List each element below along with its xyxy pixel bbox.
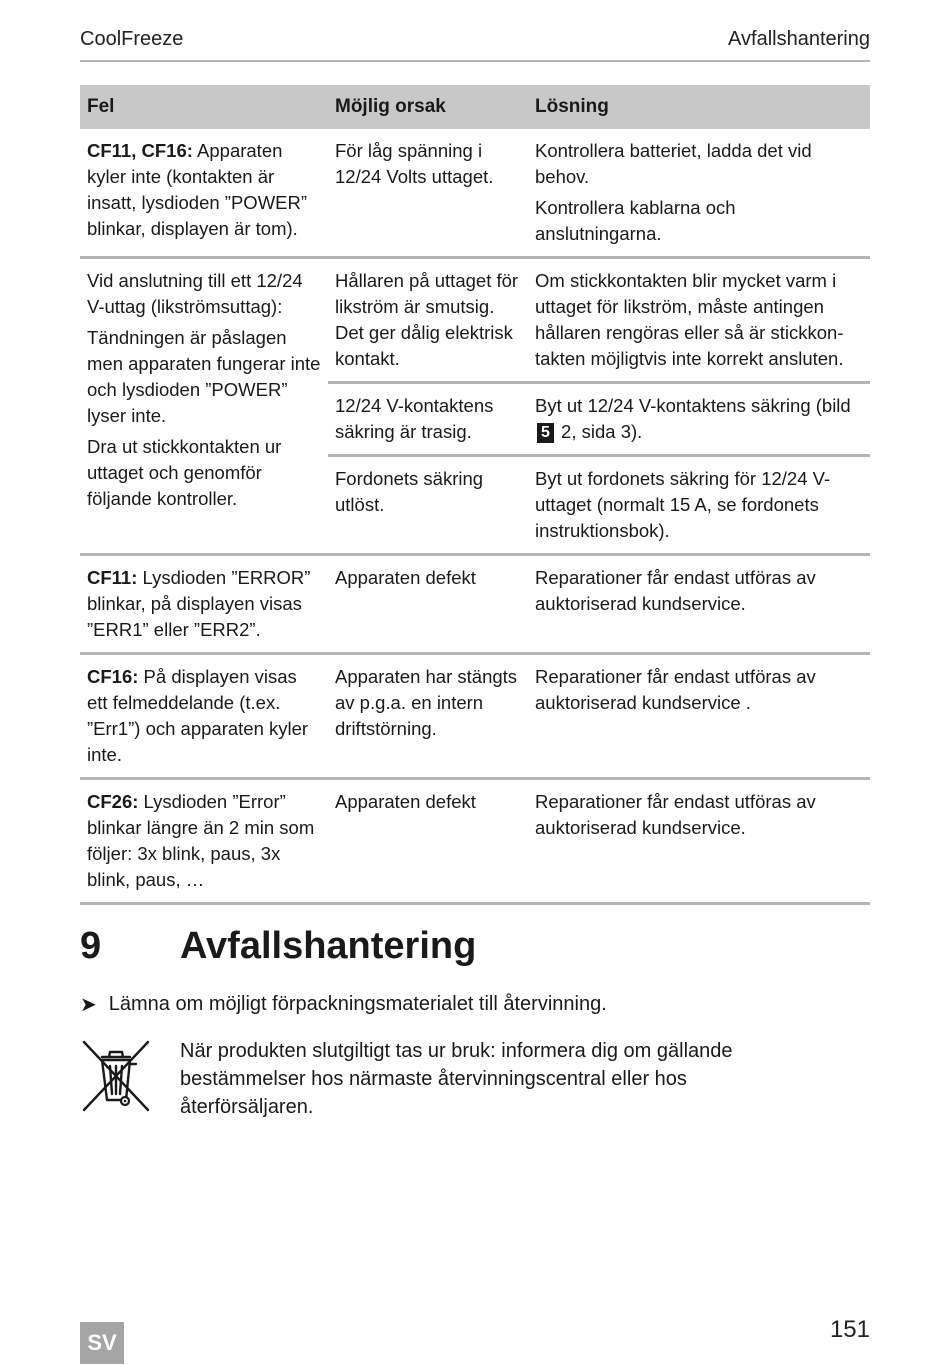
fault-cell xyxy=(80,129,328,258)
crossed-out-wheelie-bin-icon xyxy=(80,1038,152,1114)
fault-description: Apparaten kyler inte (kontakten är insatt, lysdioden ”POWER” blinkar, displayen är tom). xyxy=(87,140,308,239)
solution-text: Reparationer får endast utföras av auktoriserad kundservice. xyxy=(535,791,816,838)
fault-code: CF11, CF16: xyxy=(87,140,193,161)
instruction-text: Lämna om möjligt förpackningsmaterialet till återvinning. xyxy=(108,993,607,1015)
fault-description: Tändningen är påslagen men apparaten fungerar inte och lysdioden ”POWER” lyser inte. xyxy=(87,327,321,426)
solution-cell xyxy=(528,258,870,383)
table-row xyxy=(80,129,870,258)
solution-cell xyxy=(528,456,870,555)
table-row xyxy=(80,555,870,654)
fault-cell xyxy=(80,654,328,779)
cause-cell xyxy=(328,258,528,383)
section-heading xyxy=(80,925,476,968)
troubleshooting-table xyxy=(80,85,870,905)
fault-description: Dra ut stickkontakten ur uttaget och genomför följande kontroller. xyxy=(87,436,282,509)
fault-cell xyxy=(80,258,328,555)
fault-description: Lysdioden ”Error” blinkar längre än 2 min som följer: 3x blink, paus, 3x blink, paus, … xyxy=(87,791,315,890)
figure-reference-badge: 5 xyxy=(537,423,554,443)
cause-text: Hållaren på uttaget för likström är smutsig. Det ger dålig elektrisk kontakt. xyxy=(335,270,519,369)
fault-description: Lysdioden ”ERROR” blinkar, på displayen visas ”ERR1” eller ”ERR2”. xyxy=(87,567,311,640)
header-product-name: CoolFreeze xyxy=(80,28,184,50)
fault-code: CF11: xyxy=(87,567,138,588)
cause-cell xyxy=(328,555,528,654)
arrow-bullet-icon: ➤ xyxy=(80,994,97,1016)
cause-text: För låg spänning i 12/24 Volts uttaget. xyxy=(335,140,494,187)
solution-text: Byt ut 12/24 V-kontaktens säkring (bild xyxy=(535,395,851,416)
solution-text: 2, sida 3). xyxy=(555,421,643,442)
cause-cell xyxy=(328,779,528,904)
solution-cell xyxy=(528,383,870,456)
instruction-bullet xyxy=(80,992,607,1017)
solution-cell xyxy=(528,654,870,779)
language-badge: SV xyxy=(80,1322,124,1364)
disposal-notice xyxy=(80,1038,870,1121)
solution-text: Byt ut fordonets säkring för 12/24 V-uttaget (normalt 15 A, se fordonets instruktionsbok). xyxy=(535,468,831,541)
cause-cell xyxy=(328,383,528,456)
section-number: 9 xyxy=(80,925,102,967)
section-title: Avfallshantering xyxy=(180,925,477,967)
table-header-row xyxy=(80,85,870,129)
disposal-text: När produkten slutgiltigt tas ur bruk: informera dig om gällande bestämmelser hos närmaste återvinningscentral eller hos återförsäljaren. xyxy=(180,1040,733,1118)
solution-text: Reparationer får endast utföras av auktoriserad kundservice. xyxy=(535,567,816,614)
fault-cell xyxy=(80,555,328,654)
column-header-fault: Fel xyxy=(80,85,328,129)
cause-text: Fordonets säkring utlöst. xyxy=(335,468,484,515)
fault-cell xyxy=(80,779,328,904)
fault-code: CF16: xyxy=(87,666,139,687)
cause-cell xyxy=(328,129,528,258)
header-chapter-name: Avfallshantering xyxy=(728,28,870,50)
cause-text: Apparaten defekt xyxy=(335,567,476,588)
column-header-solution: Lösning xyxy=(528,85,870,129)
cause-text: Apparaten defekt xyxy=(335,791,476,812)
table-row xyxy=(80,258,870,383)
cause-cell xyxy=(328,654,528,779)
fault-code: CF26: xyxy=(87,791,139,812)
solution-text: Om stickkontakten blir mycket varm i uttaget för likström, måste antingen hållaren rengöras eller så är stickkon-takten möjligtvis inte korrekt ansluten. xyxy=(535,270,844,369)
solution-cell xyxy=(528,779,870,904)
cause-cell xyxy=(328,456,528,555)
cause-text: Apparaten har stängts av p.g.a. en intern driftstörning. xyxy=(335,666,518,739)
table-row xyxy=(80,654,870,779)
solution-text: Kontrollera kablarna och anslutningarna. xyxy=(535,197,736,244)
column-header-cause: Möjlig orsak xyxy=(328,85,528,129)
solution-cell xyxy=(528,129,870,258)
solution-text: Kontrollera batteriet, ladda det vid behov. xyxy=(535,140,812,187)
running-header xyxy=(80,28,870,62)
solution-text: Reparationer får endast utföras av auktoriserad kundservice . xyxy=(535,666,816,713)
fault-description: På displayen visas ett felmeddelande (t.ex. ”Err1”) och apparaten kyler inte. xyxy=(87,666,309,765)
cause-text: 12/24 V-kontaktens säkring är trasig. xyxy=(335,395,494,442)
table-row xyxy=(80,779,870,904)
fault-description: Vid anslutning till ett 12/24 V-uttag (likströmsuttag): xyxy=(87,270,303,317)
page-number: 151 xyxy=(829,1316,870,1343)
solution-cell xyxy=(528,555,870,654)
